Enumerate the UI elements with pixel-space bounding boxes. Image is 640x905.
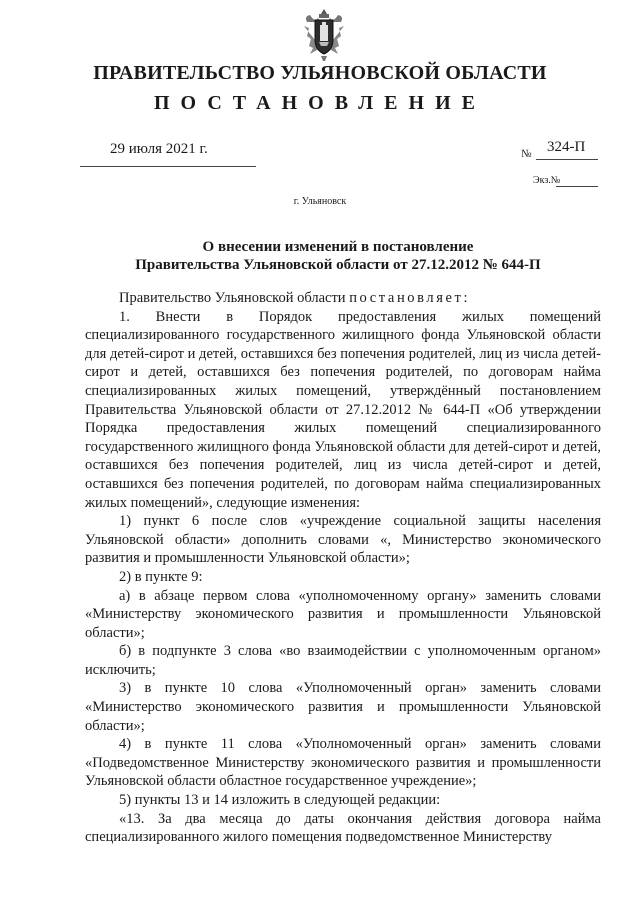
heading-line-2: Правительства Ульяновской области от 27.12.2012 № 644-П <box>135 257 541 273</box>
copy-number-label: Экз.№ <box>533 175 561 186</box>
document-heading <box>0 238 640 274</box>
paragraph-1: 1. Внести в Порядок предоставления жилых помещений специализированного государственного жилищного фонда Ульяновской области для детей-сирот и детей, оставшихся без попечения родителей, лиц из числа детей-сирот и детей, оставшихся без попечения родителей, по договорам найма специализированных жилых помещений, утверждённый постановлением Правительства Ульяновской области от 27.12.2012 № 644-П «Об утверждении Порядка предоставления жилых помещений специализированного государственного жилищного фонда Ульяновской области для детей-сирот и детей, оставшихся без попечения родителей, лиц из числа детей-сирот и детей, оставшихся без попечения родителей, по договорам найма специализированных жилых помещений», следующие изменения: <box>85 308 601 511</box>
city: г. Ульяновск <box>293 196 347 207</box>
intro-prefix: Правительство Ульяновской области <box>119 290 350 306</box>
document-date: 29 июля 2021 г. <box>110 141 208 157</box>
coat-of-arms-icon <box>301 6 347 62</box>
paragraph-item-1: 1) пункт 6 после слов «учреждение социальной защиты населения Ульяновской области» дополнить словами «, Министерство экономического развития и промышленности Ульяновской области»; <box>85 513 601 567</box>
document-type: ПОСТАНОВЛЕНИЕ <box>154 92 486 114</box>
date-underline <box>80 166 256 167</box>
intro-paragraph <box>85 289 601 308</box>
copy-number-underline <box>556 186 598 187</box>
paragraph-item-2: 2) в пункте 9: <box>119 568 203 585</box>
document-number: 324-П <box>547 139 586 155</box>
paragraph-item-4: 4) в пункте 11 слова «Уполномоченный орган» заменить словами «Подведомственное Министерству экономического развития и промышленности Ульяновской области областное государственное учреждение»; <box>85 736 601 790</box>
paragraph-item-5: 5) пункты 13 и 14 изложить в следующей редакции: <box>119 792 441 809</box>
paragraph-item-2a: а) в абзаце первом слова «уполномоченному органу» заменить словами «Министерству экономического развития и промышленности Ульяновской области»; <box>85 587 601 641</box>
paragraph-quote-13: «13. За два месяца до даты окончания действия договора найма специализированного жилого помещения подведомственное Министерству <box>85 810 601 846</box>
heading-line-1: О внесении изменений в постановление <box>202 239 474 255</box>
number-label: № <box>521 148 532 160</box>
intro-spaced-word: постановляет: <box>349 290 471 306</box>
paragraph-item-2b: б) в подпункте 3 слова «во взаимодействии с уполномоченным органом» исключить; <box>85 643 601 678</box>
document-body <box>85 289 601 847</box>
paragraph-item-3: 3) в пункте 10 слова «Уполномоченный орган» заменить словами «Министерство экономического развития и промышленности Ульяновской области»; <box>85 680 601 734</box>
number-underline <box>536 159 598 160</box>
government-title: ПРАВИТЕЛЬСТВО УЛЬЯНОВСКОЙ ОБЛАСТИ <box>93 62 547 84</box>
